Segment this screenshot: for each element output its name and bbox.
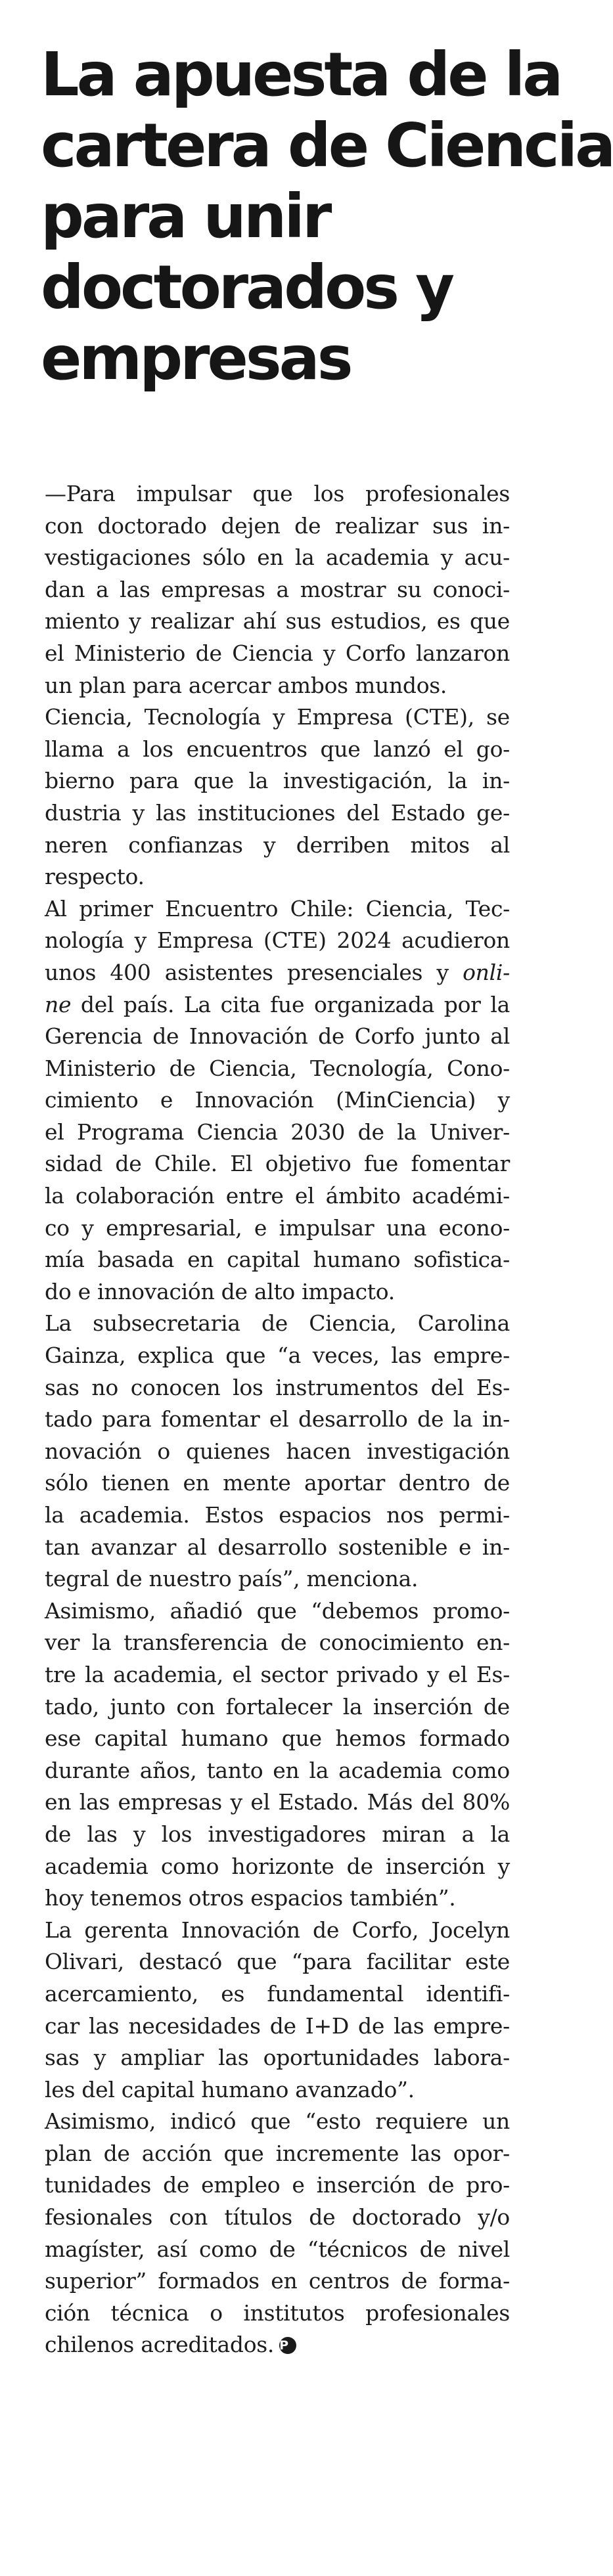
- body-paragraph: [45, 478, 510, 701]
- body-line: Al primer Encuentro Chile: Ciencia, Tec-: [45, 895, 510, 922]
- body-line: La subsecretaria de Ciencia, Carolina: [45, 1310, 510, 1337]
- headline-line: La apuesta de la: [41, 39, 561, 110]
- body-line: —Para impulsar que los profesionales: [45, 481, 510, 506]
- body-paragraph: [45, 2106, 510, 2361]
- article-headline: [41, 39, 613, 394]
- body-line: chilenos acreditados. P: [45, 2329, 510, 2361]
- body-line: cimiento e Innovación (MinCiencia) y: [45, 1087, 510, 1113]
- body-line: Ciencia, Tecnología y Empresa (CTE), se: [45, 704, 510, 730]
- body-line: les del capital humano avanzado”.: [45, 2076, 415, 2102]
- body-line: car las necesidades de I+D de las empre-: [45, 2012, 510, 2039]
- body-line: tunidades de empleo e inserción de pro-: [45, 2172, 510, 2198]
- body-line: Ministerio de Ciencia, Tecnología, Cono-: [45, 1055, 510, 1081]
- body-line: respecto.: [45, 864, 145, 890]
- body-line: novación o quienes hacen investigación: [45, 1438, 510, 1464]
- body-line: de las y los investigadores miran a la: [45, 1821, 510, 1847]
- body-line: Asimismo, añadió que “debemos promo-: [45, 1597, 510, 1624]
- body-paragraph: [45, 1595, 510, 1915]
- article-end-mark-icon: P: [279, 2337, 296, 2354]
- body-line: en las empresas y el Estado. Más del 80%: [45, 1789, 510, 1815]
- body-line: academia como horizonte de inserción y: [45, 1853, 510, 1879]
- body-line: nología y Empresa (CTE) 2024 acudieron: [45, 927, 510, 954]
- body-line: hoy tenemos otros espacios también”.: [45, 1885, 456, 1911]
- body-line: un plan para acercar ambos mundos.: [45, 672, 447, 698]
- headline-line: cartera de Ciencia: [41, 110, 613, 181]
- body-line: superior” formados en centros de forma-: [45, 2268, 510, 2294]
- body-line: sidad de Chile. El objetivo fue fomentar: [45, 1151, 510, 1177]
- body-paragraph: [45, 1915, 510, 2106]
- headline-line: empresas: [41, 323, 351, 393]
- headline-line: para unir: [41, 181, 330, 252]
- body-paragraph: [45, 893, 510, 1308]
- body-line: bierno para que la investigación, la in-: [45, 768, 510, 794]
- body-line: dan a las empresas a mostrar su conoci-: [45, 576, 510, 602]
- body-line: tado, junto con fortalecer la inserción de: [45, 1693, 510, 1720]
- body-line: durante años, tanto en la academia como: [45, 1757, 510, 1783]
- body-line: sólo tienen en mente aportar dentro de: [45, 1470, 510, 1496]
- body-line: fesionales con títulos de doctorado y/o: [45, 2204, 510, 2231]
- body-line: unos 400 asistentes presenciales y onli-: [45, 959, 510, 985]
- body-line: tegral de nuestro país”, menciona.: [45, 1566, 419, 1592]
- body-line: Gerencia de Innovación de Corfo junto al: [45, 1023, 510, 1050]
- body-line: sas no conocen los instrumentos del Es-: [45, 1374, 510, 1400]
- body-line: plan de acción que incremente las opor-: [45, 2140, 510, 2166]
- body-line: tado para fomentar el desarrollo de la in-: [45, 1406, 510, 1432]
- body-line: el Ministerio de Ciencia y Corfo lanzaron: [45, 640, 510, 666]
- body-line: la colaboración entre el ámbito académi-: [45, 1183, 510, 1209]
- body-line: Asimismo, indicó que “esto requiere un: [45, 2108, 510, 2135]
- body-line: ese capital humano que hemos formado: [45, 1725, 510, 1752]
- body-line: ver la transferencia de conocimiento en-: [45, 1630, 510, 1656]
- body-paragraph: [45, 701, 510, 893]
- body-line: mía basada en capital humano sofistica-: [45, 1247, 510, 1273]
- body-line: tre la academia, el sector privado y el Es-: [45, 1661, 510, 1687]
- article-body: [45, 478, 510, 2361]
- body-line: dustria y las instituciones del Estado ge-: [45, 799, 510, 826]
- body-line: tan avanzar al desarrollo sostenible e in-: [45, 1534, 510, 1560]
- body-line: Olivari, destacó que “para facilitar este: [45, 1949, 510, 1975]
- body-line: La gerenta Innovación de Corfo, Jocelyn: [45, 1917, 510, 1943]
- body-line: acercamiento, es fundamental identifi-: [45, 1980, 510, 2007]
- body-line: Gainza, explica que “a veces, las empre-: [45, 1343, 510, 1369]
- body-line: magíster, así como de “técnicos de nivel: [45, 2236, 510, 2262]
- body-line: do e innovación de alto impacto.: [45, 1278, 395, 1304]
- body-line: sas y ampliar las oportunidades labora-: [45, 2045, 510, 2071]
- body-line: ne del país. La cita fue organizada por la: [45, 991, 510, 1017]
- headline-line: doctorados y: [41, 252, 453, 322]
- body-line: co y empresarial, e impulsar una econo-: [45, 1214, 510, 1241]
- body-line: el Programa Ciencia 2030 de la Univer-: [45, 1119, 510, 1145]
- body-line: la academia. Estos espacios nos permi-: [45, 1502, 510, 1528]
- body-line: con doctorado dejen de realizar sus in-: [45, 512, 510, 539]
- body-line: neren confianzas y derriben mitos al: [45, 832, 510, 858]
- body-line: vestigaciones sólo en la academia y acu-: [45, 544, 510, 571]
- body-line: llama a los encuentros que lanzó el go-: [45, 736, 510, 762]
- body-line: ción técnica o institutos profesionales: [45, 2299, 510, 2326]
- body-paragraph: [45, 1308, 510, 1595]
- body-line: miento y realizar ahí sus estudios, es que: [45, 608, 510, 634]
